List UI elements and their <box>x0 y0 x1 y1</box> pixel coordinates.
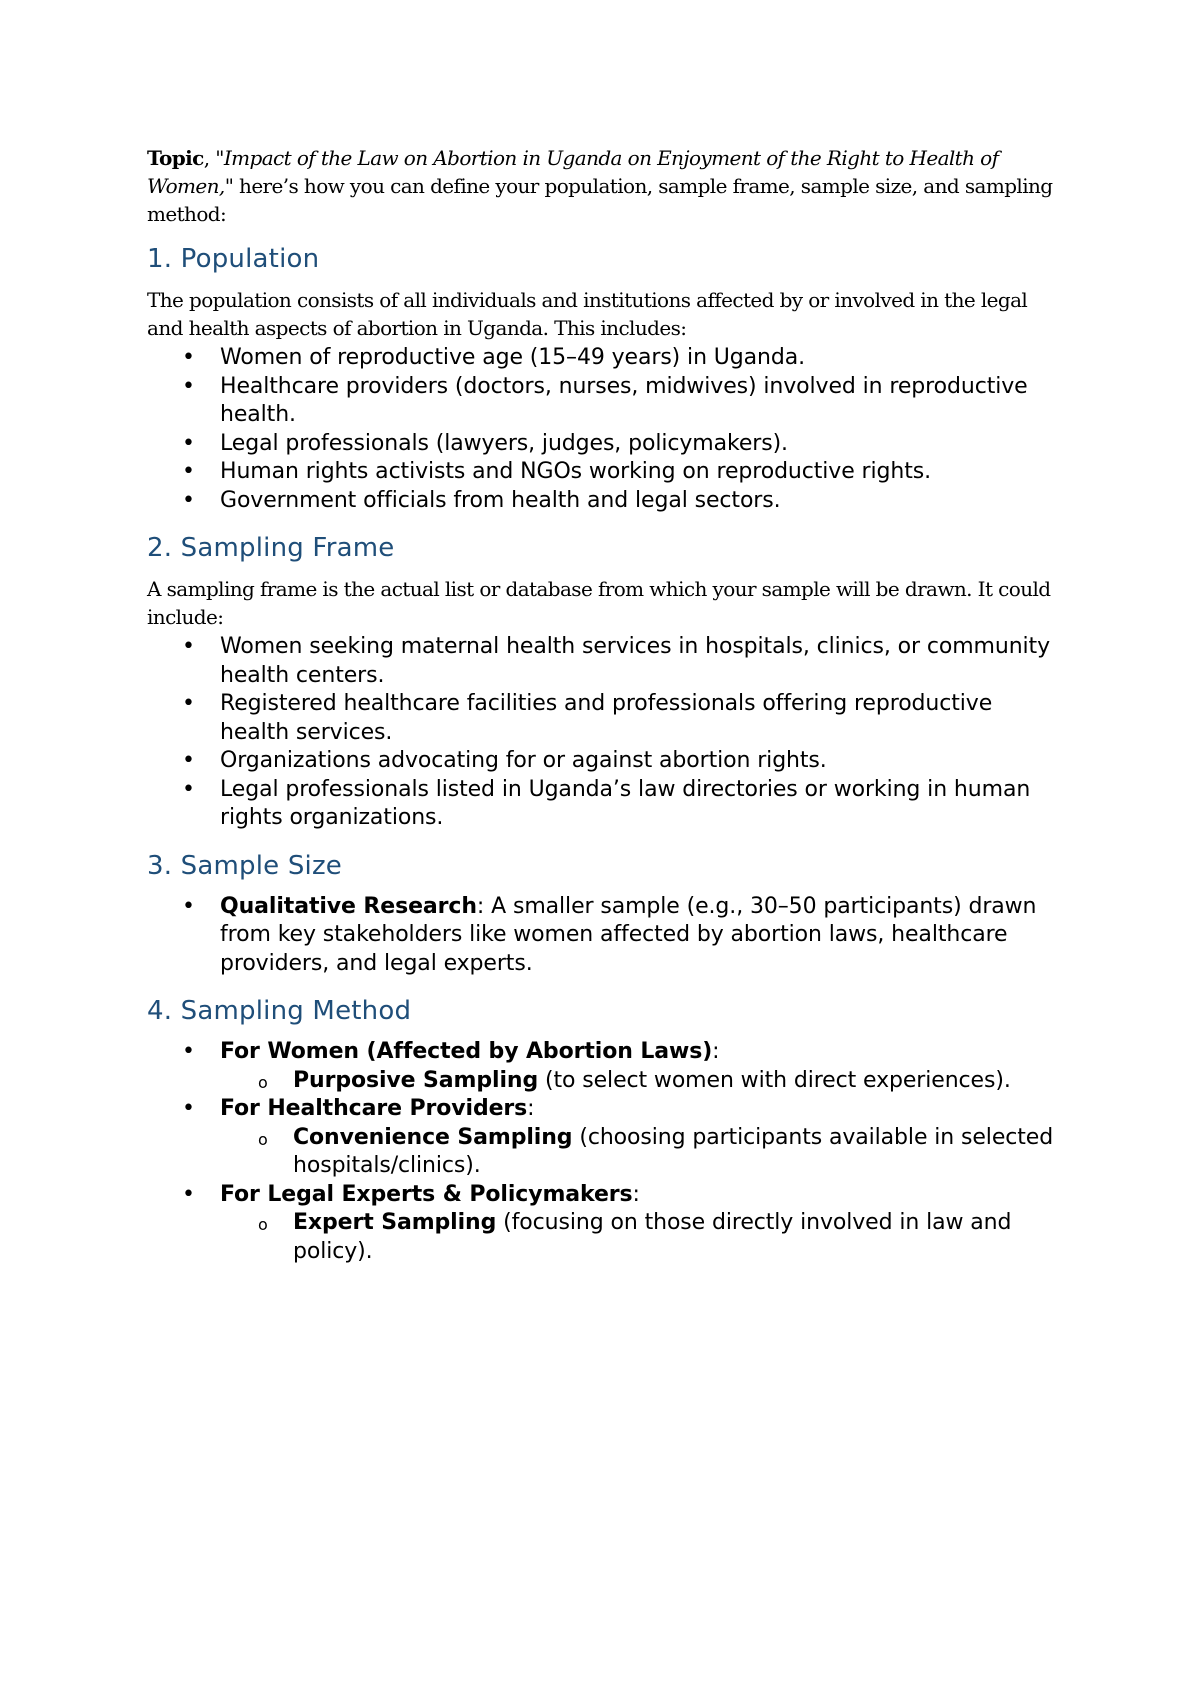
list-item <box>147 893 1067 979</box>
list-item-text: Legal professionals (lawyers, judges, policymakers). <box>220 430 788 456</box>
group-label: For Healthcare Providers <box>220 1096 528 1121</box>
population-list <box>147 344 1067 515</box>
list-item-text: Organizations advocating for or against abortion rights. <box>220 748 827 773</box>
list-item-text: Women of reproductive age (15–49 years) in Uganda. <box>220 345 806 370</box>
list-item <box>147 373 1067 430</box>
method-name: Purposive Sampling <box>293 1067 539 1093</box>
heading-population: 1. Population <box>147 244 320 274</box>
list-item <box>147 633 1067 690</box>
method-description: (choosing participants available in selected hospitals/clinics). <box>293 1124 1054 1178</box>
bullet-icon: • <box>182 487 195 513</box>
bullet-icon: • <box>182 776 195 802</box>
bullet-icon: • <box>182 430 195 456</box>
bullet-icon: • <box>182 748 195 773</box>
group-label: For Legal Experts & Policymakers <box>220 1181 633 1207</box>
group-suffix: : <box>527 1096 535 1121</box>
list-item-text: Human rights activists and NGOs working on reproductive rights. <box>220 459 931 484</box>
document-page <box>147 144 1067 1282</box>
group-label: For Women (Affected by Abortion Laws) <box>220 1039 713 1064</box>
bullet-icon: • <box>182 459 195 484</box>
bullet-icon: • <box>182 893 195 919</box>
population-paragraph: The population consists of all individuals and institutions affected by or involved in the legal and health aspects of abortion in Uganda. This includes: <box>147 288 1028 340</box>
sampling-method-list <box>147 1038 1067 1266</box>
sample-size-list <box>147 893 1067 979</box>
list-item <box>147 1181 1067 1267</box>
circle-bullet-icon: o <box>258 1129 268 1149</box>
sampling-frame-paragraph: A sampling frame is the actual list or database from which your sample will be drawn. It could include: <box>147 577 1051 629</box>
bullet-icon: • <box>182 1096 195 1121</box>
list-item <box>147 776 1067 833</box>
sub-list-item <box>220 1067 1067 1096</box>
sub-list-item <box>220 1209 1067 1266</box>
circle-bullet-icon: o <box>258 1215 268 1234</box>
bullet-icon: • <box>182 691 195 716</box>
list-item-text: Registered healthcare facilities and professionals offering reproductive health services. <box>220 691 993 745</box>
sampling-frame-list <box>147 633 1067 833</box>
list-item <box>147 458 1067 487</box>
list-item <box>147 487 1067 516</box>
list-item-text: Healthcare providers (doctors, nurses, midwives) involved in reproductive health. <box>220 373 1028 427</box>
sub-list <box>220 1124 1067 1181</box>
bullet-icon: • <box>182 345 195 370</box>
heading-sampling-method: 4. Sampling Method <box>147 996 412 1026</box>
list-item <box>147 430 1067 459</box>
bullet-icon: • <box>182 634 195 659</box>
sub-list-item <box>220 1124 1067 1181</box>
list-item <box>147 747 1067 776</box>
list-item <box>147 690 1067 747</box>
group-suffix: : <box>712 1039 720 1064</box>
bullet-icon: • <box>182 373 195 399</box>
list-item-bold: Qualitative Research <box>220 893 477 919</box>
list-item <box>147 344 1067 373</box>
topic-title: Impact of the Law on Abortion in Uganda on Enjoyment of the Right to Health of Women, <box>147 146 999 198</box>
sub-list <box>220 1067 1067 1096</box>
topic-label: Topic <box>147 146 204 170</box>
circle-bullet-icon: o <box>258 1072 268 1092</box>
bullet-icon: • <box>182 1181 195 1207</box>
list-item-text: Women seeking maternal health services in hospitals, clinics, or community health centers. <box>220 634 1051 688</box>
heading-sampling-frame: 2. Sampling Frame <box>147 533 395 563</box>
group-suffix: : <box>632 1181 640 1207</box>
bullet-icon: • <box>182 1039 195 1064</box>
topic-separator: , " <box>203 146 224 170</box>
list-item-text: Government officials from health and legal sectors. <box>220 487 781 513</box>
heading-sample-size: 3. Sample Size <box>147 850 342 881</box>
sub-list <box>220 1209 1067 1266</box>
list-item <box>147 1095 1067 1181</box>
list-item-text: Legal professionals listed in Uganda’s law directories or working in human rights organizations. <box>220 776 1031 830</box>
method-description: (to select women with direct experiences). <box>538 1067 1011 1093</box>
list-item-text: : A smaller sample (e.g., 30–50 participants) drawn from key stakeholders like women affected by abortion laws, healthcare providers, and legal experts. <box>220 893 1037 976</box>
method-name: Expert Sampling <box>293 1210 497 1235</box>
method-description: (focusing on those directly involved in law and policy). <box>293 1210 1012 1264</box>
intro-paragraph <box>147 144 1067 228</box>
method-name: Convenience Sampling <box>293 1124 573 1150</box>
intro-rest: " here’s how you can define your population, sample frame, sample size, and sampling method: <box>147 174 1053 226</box>
list-item <box>147 1038 1067 1095</box>
